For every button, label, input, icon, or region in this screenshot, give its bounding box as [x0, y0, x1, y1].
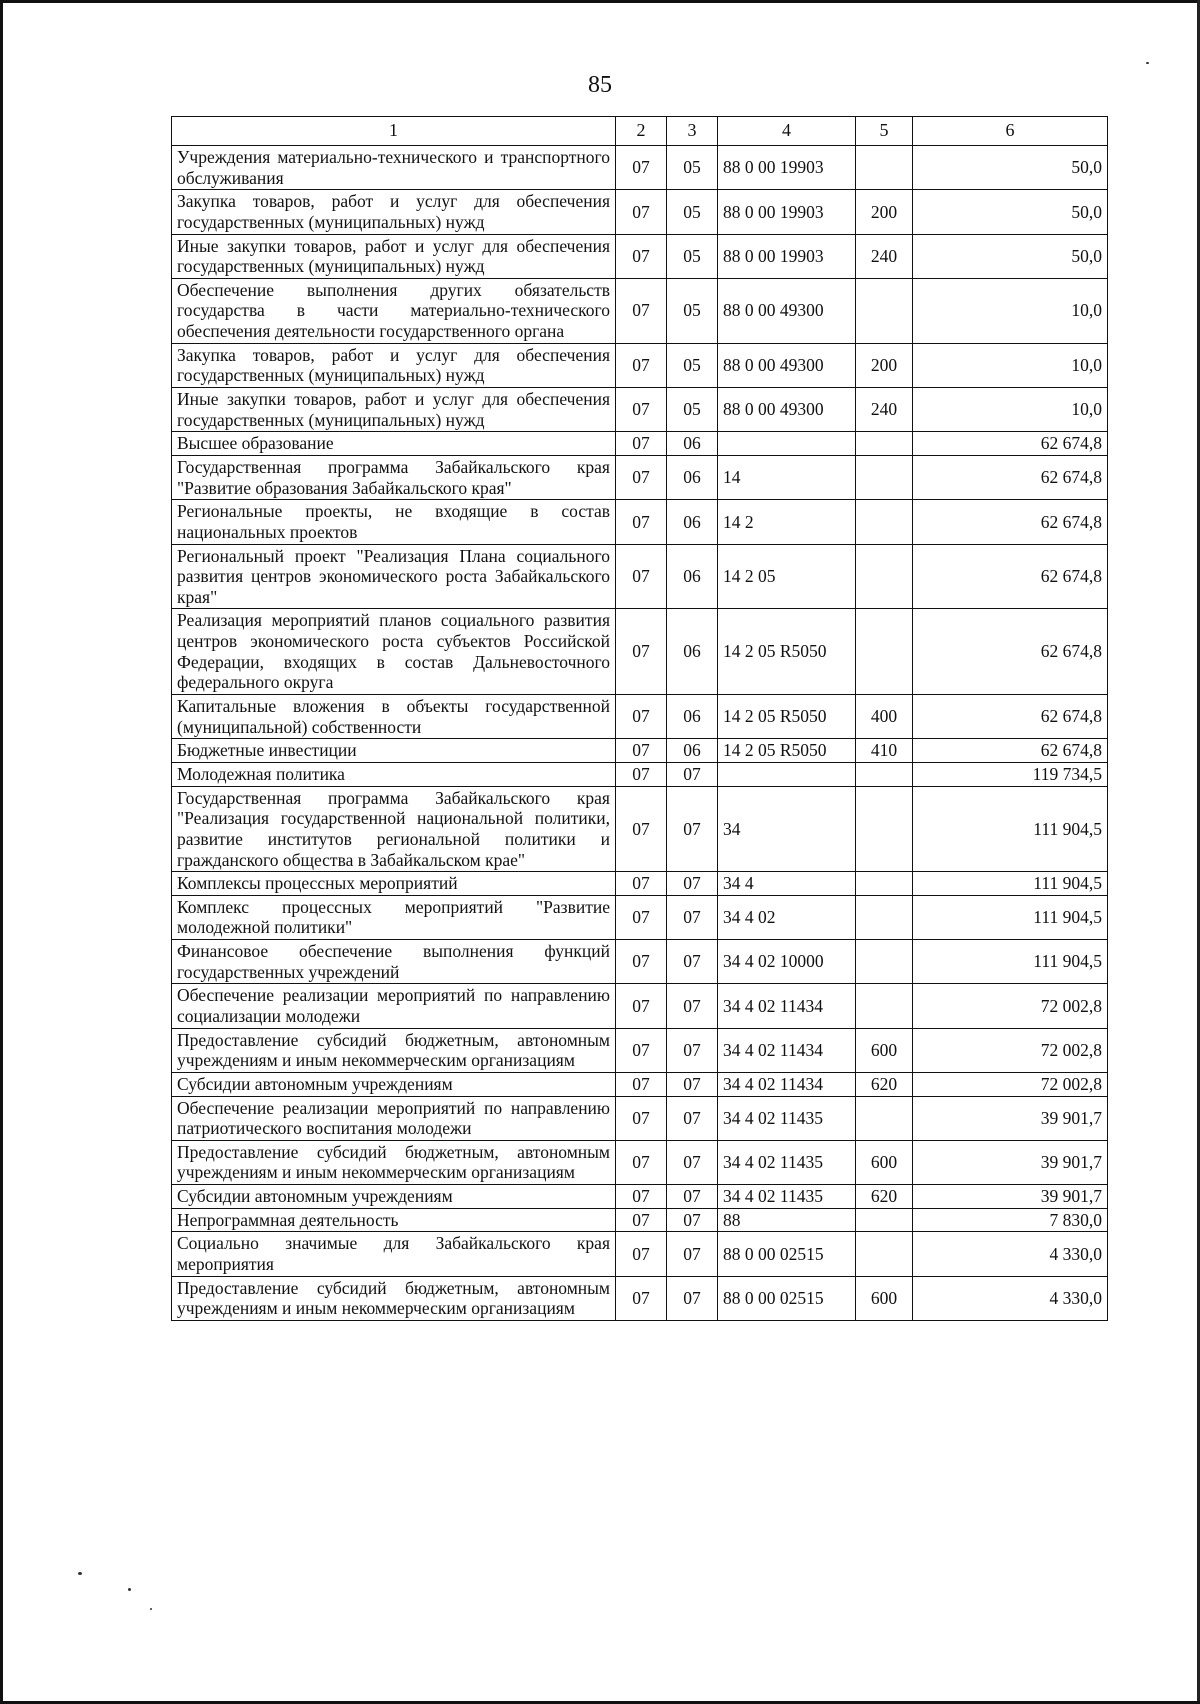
row-amount-cell: 72 002,8: [913, 1028, 1108, 1072]
table-row: [172, 609, 1108, 695]
table-row: [172, 1208, 1108, 1232]
table-row: [172, 388, 1108, 432]
row-section-cell: 07: [616, 1232, 667, 1276]
table-row: [172, 739, 1108, 763]
row-name-cell: Бюджетные инвестиции: [172, 739, 616, 763]
table-row: [172, 1185, 1108, 1209]
row-subsection-cell: 07: [667, 872, 718, 896]
row-target-article-cell: 34 4: [718, 872, 856, 896]
row-section-cell: 07: [616, 609, 667, 695]
scan-speck: [1146, 62, 1149, 64]
table-row: [172, 695, 1108, 739]
row-section-cell: 07: [616, 455, 667, 499]
row-subsection-cell: 07: [667, 1208, 718, 1232]
table-row: [172, 343, 1108, 387]
row-subsection-cell: 07: [667, 984, 718, 1028]
row-section-cell: 07: [616, 190, 667, 234]
row-name-cell: Предоставление субсидий бюджетным, автономным учреждениям и иным некоммерческим организациям: [172, 1028, 616, 1072]
row-expense-type-cell: 200: [856, 190, 913, 234]
row-amount-cell: 72 002,8: [913, 984, 1108, 1028]
row-expense-type-cell: [856, 786, 913, 872]
row-target-article-cell: 88 0 00 49300: [718, 388, 856, 432]
row-name-cell: Субсидии автономным учреждениям: [172, 1185, 616, 1209]
row-expense-type-cell: [856, 940, 913, 984]
row-subsection-cell: 05: [667, 343, 718, 387]
row-name-cell: Непрограммная деятельность: [172, 1208, 616, 1232]
row-subsection-cell: 07: [667, 786, 718, 872]
row-expense-type-cell: 410: [856, 739, 913, 763]
row-target-article-cell: 34 4 02: [718, 895, 856, 939]
row-target-article-cell: [718, 762, 856, 786]
header-row: [172, 117, 1108, 146]
row-section-cell: 07: [616, 1028, 667, 1072]
row-amount-cell: 50,0: [913, 234, 1108, 278]
row-section-cell: 07: [616, 786, 667, 872]
row-subsection-cell: 06: [667, 739, 718, 763]
table-row: [172, 1232, 1108, 1276]
row-section-cell: 07: [616, 1276, 667, 1320]
row-amount-cell: 62 674,8: [913, 695, 1108, 739]
row-target-article-cell: 14 2: [718, 500, 856, 544]
table-row: [172, 895, 1108, 939]
header-col-5: 5: [856, 117, 913, 146]
scan-speck: [150, 1608, 152, 1610]
table-body: [172, 146, 1108, 1321]
row-target-article-cell: 34 4 02 10000: [718, 940, 856, 984]
budget-table: [171, 116, 1108, 1321]
row-subsection-cell: 07: [667, 1072, 718, 1096]
row-section-cell: 07: [616, 984, 667, 1028]
row-expense-type-cell: 240: [856, 234, 913, 278]
row-subsection-cell: 06: [667, 544, 718, 609]
scan-border-left: [0, 0, 3, 1704]
table-row: [172, 872, 1108, 896]
row-amount-cell: 50,0: [913, 190, 1108, 234]
row-name-cell: Комплексы процессных мероприятий: [172, 872, 616, 896]
row-target-article-cell: [718, 432, 856, 456]
table-row: [172, 432, 1108, 456]
row-subsection-cell: 05: [667, 190, 718, 234]
row-amount-cell: 62 674,8: [913, 500, 1108, 544]
row-section-cell: 07: [616, 432, 667, 456]
row-name-cell: Комплекс процессных мероприятий "Развитие молодежной политики": [172, 895, 616, 939]
row-amount-cell: 62 674,8: [913, 609, 1108, 695]
row-section-cell: 07: [616, 1185, 667, 1209]
table-row: [172, 146, 1108, 190]
table-row: [172, 762, 1108, 786]
row-section-cell: 07: [616, 695, 667, 739]
row-subsection-cell: 07: [667, 1028, 718, 1072]
row-target-article-cell: 14 2 05 R5050: [718, 695, 856, 739]
header-col-3: 3: [667, 117, 718, 146]
row-amount-cell: 10,0: [913, 343, 1108, 387]
row-subsection-cell: 07: [667, 1276, 718, 1320]
row-amount-cell: 111 904,5: [913, 940, 1108, 984]
row-amount-cell: 72 002,8: [913, 1072, 1108, 1096]
scan-speck: [78, 1572, 82, 1575]
table-header: [172, 117, 1108, 146]
row-subsection-cell: 07: [667, 895, 718, 939]
row-section-cell: 07: [616, 1072, 667, 1096]
row-expense-type-cell: [856, 1096, 913, 1140]
row-subsection-cell: 06: [667, 455, 718, 499]
row-subsection-cell: 07: [667, 1096, 718, 1140]
table-row: [172, 940, 1108, 984]
row-expense-type-cell: [856, 895, 913, 939]
row-section-cell: 07: [616, 146, 667, 190]
row-subsection-cell: 07: [667, 940, 718, 984]
row-section-cell: 07: [616, 940, 667, 984]
row-name-cell: Социально значимые для Забайкальского края мероприятия: [172, 1232, 616, 1276]
row-name-cell: Государственная программа Забайкальского края "Реализация государственной национальной политики, развитие институтов региональной политики и гражданского общества в Забайкальском крае": [172, 786, 616, 872]
row-subsection-cell: 06: [667, 695, 718, 739]
row-amount-cell: 7 830,0: [913, 1208, 1108, 1232]
row-target-article-cell: 88 0 00 49300: [718, 278, 856, 343]
row-target-article-cell: 88 0 00 02515: [718, 1276, 856, 1320]
header-col-6: 6: [913, 117, 1108, 146]
row-target-article-cell: 88 0 00 02515: [718, 1232, 856, 1276]
table-row: [172, 1096, 1108, 1140]
row-name-cell: Обеспечение реализации мероприятий по направлению патриотического воспитания молодежи: [172, 1096, 616, 1140]
row-target-article-cell: 34 4 02 11434: [718, 1028, 856, 1072]
row-expense-type-cell: 600: [856, 1140, 913, 1184]
row-name-cell: Молодежная политика: [172, 762, 616, 786]
table-row: [172, 500, 1108, 544]
row-section-cell: 07: [616, 895, 667, 939]
row-expense-type-cell: [856, 1232, 913, 1276]
row-amount-cell: 10,0: [913, 278, 1108, 343]
row-name-cell: Обеспечение выполнения других обязательств государства в части материально-технического обеспечения деятельности государственного органа: [172, 278, 616, 343]
table-row: [172, 786, 1108, 872]
row-name-cell: Предоставление субсидий бюджетным, автономным учреждениям и иным некоммерческим организациям: [172, 1276, 616, 1320]
row-expense-type-cell: [856, 278, 913, 343]
table-row: [172, 984, 1108, 1028]
table-row: [172, 544, 1108, 609]
row-amount-cell: 62 674,8: [913, 432, 1108, 456]
row-target-article-cell: 34 4 02 11435: [718, 1096, 856, 1140]
row-subsection-cell: 06: [667, 609, 718, 695]
row-section-cell: 07: [616, 234, 667, 278]
row-amount-cell: 62 674,8: [913, 544, 1108, 609]
row-section-cell: 07: [616, 1096, 667, 1140]
row-amount-cell: 4 330,0: [913, 1232, 1108, 1276]
scan-speck: [128, 1588, 131, 1591]
row-amount-cell: 10,0: [913, 388, 1108, 432]
row-target-article-cell: 14 2 05: [718, 544, 856, 609]
row-subsection-cell: 07: [667, 1140, 718, 1184]
scan-border-top: [0, 0, 1200, 3]
row-name-cell: Субсидии автономным учреждениям: [172, 1072, 616, 1096]
table-row: [172, 1028, 1108, 1072]
row-subsection-cell: 05: [667, 234, 718, 278]
table-row: [172, 234, 1108, 278]
row-section-cell: 07: [616, 500, 667, 544]
row-expense-type-cell: 240: [856, 388, 913, 432]
row-amount-cell: 4 330,0: [913, 1276, 1108, 1320]
row-expense-type-cell: 200: [856, 343, 913, 387]
row-name-cell: Закупка товаров, работ и услуг для обеспечения государственных (муниципальных) нужд: [172, 343, 616, 387]
row-expense-type-cell: [856, 984, 913, 1028]
row-expense-type-cell: [856, 762, 913, 786]
row-name-cell: Капитальные вложения в объекты государственной (муниципальной) собственности: [172, 695, 616, 739]
row-expense-type-cell: [856, 146, 913, 190]
header-col-4: 4: [718, 117, 856, 146]
row-name-cell: Государственная программа Забайкальского края "Развитие образования Забайкальского края": [172, 455, 616, 499]
row-expense-type-cell: 400: [856, 695, 913, 739]
row-name-cell: Региональные проекты, не входящие в состав национальных проектов: [172, 500, 616, 544]
row-amount-cell: 62 674,8: [913, 739, 1108, 763]
row-amount-cell: 50,0: [913, 146, 1108, 190]
row-amount-cell: 111 904,5: [913, 895, 1108, 939]
row-target-article-cell: 14 2 05 R5050: [718, 739, 856, 763]
row-subsection-cell: 05: [667, 146, 718, 190]
table-row: [172, 1072, 1108, 1096]
header-col-1: 1: [172, 117, 616, 146]
row-amount-cell: 39 901,7: [913, 1140, 1108, 1184]
row-expense-type-cell: [856, 1208, 913, 1232]
page-number: 85: [588, 72, 612, 98]
row-section-cell: 07: [616, 872, 667, 896]
row-section-cell: 07: [616, 278, 667, 343]
row-target-article-cell: 88 0 00 19903: [718, 146, 856, 190]
row-section-cell: 07: [616, 343, 667, 387]
row-target-article-cell: 34 4 02 11435: [718, 1185, 856, 1209]
row-name-cell: Обеспечение реализации мероприятий по направлению социализации молодежи: [172, 984, 616, 1028]
row-subsection-cell: 07: [667, 1185, 718, 1209]
row-name-cell: Региональный проект "Реализация Плана социального развития центров экономического роста Забайкальского края": [172, 544, 616, 609]
table-row: [172, 190, 1108, 234]
table-row: [172, 278, 1108, 343]
table-row: [172, 1140, 1108, 1184]
table-row: [172, 455, 1108, 499]
row-expense-type-cell: 620: [856, 1072, 913, 1096]
row-section-cell: 07: [616, 762, 667, 786]
header-col-2: 2: [616, 117, 667, 146]
row-expense-type-cell: 620: [856, 1185, 913, 1209]
row-name-cell: Закупка товаров, работ и услуг для обеспечения государственных (муниципальных) нужд: [172, 190, 616, 234]
row-expense-type-cell: [856, 500, 913, 544]
table-row: [172, 1276, 1108, 1320]
row-name-cell: Реализация мероприятий планов социального развития центров экономического роста субъектов Российской Федерации, входящих в состав Дальневосточного федерального округа: [172, 609, 616, 695]
row-expense-type-cell: 600: [856, 1276, 913, 1320]
row-name-cell: Финансовое обеспечение выполнения функций государственных учреждений: [172, 940, 616, 984]
row-target-article-cell: 14: [718, 455, 856, 499]
row-section-cell: 07: [616, 388, 667, 432]
row-target-article-cell: 88 0 00 49300: [718, 343, 856, 387]
row-expense-type-cell: [856, 544, 913, 609]
row-section-cell: 07: [616, 544, 667, 609]
row-name-cell: Предоставление субсидий бюджетным, автономным учреждениям и иным некоммерческим организациям: [172, 1140, 616, 1184]
row-name-cell: Иные закупки товаров, работ и услуг для обеспечения государственных (муниципальных) нужд: [172, 388, 616, 432]
row-amount-cell: 111 904,5: [913, 786, 1108, 872]
row-subsection-cell: 07: [667, 762, 718, 786]
row-expense-type-cell: [856, 872, 913, 896]
row-section-cell: 07: [616, 1140, 667, 1184]
row-target-article-cell: 88 0 00 19903: [718, 234, 856, 278]
row-expense-type-cell: [856, 432, 913, 456]
row-name-cell: Высшее образование: [172, 432, 616, 456]
row-subsection-cell: 06: [667, 432, 718, 456]
row-target-article-cell: 34 4 02 11435: [718, 1140, 856, 1184]
row-target-article-cell: 34 4 02 11434: [718, 984, 856, 1028]
row-name-cell: Иные закупки товаров, работ и услуг для обеспечения государственных (муниципальных) нужд: [172, 234, 616, 278]
row-target-article-cell: 14 2 05 R5050: [718, 609, 856, 695]
row-amount-cell: 39 901,7: [913, 1185, 1108, 1209]
row-subsection-cell: 06: [667, 500, 718, 544]
row-section-cell: 07: [616, 739, 667, 763]
row-target-article-cell: 34: [718, 786, 856, 872]
row-amount-cell: 39 901,7: [913, 1096, 1108, 1140]
row-expense-type-cell: 600: [856, 1028, 913, 1072]
row-expense-type-cell: [856, 455, 913, 499]
row-target-article-cell: 88 0 00 19903: [718, 190, 856, 234]
row-subsection-cell: 05: [667, 278, 718, 343]
row-target-article-cell: 88: [718, 1208, 856, 1232]
row-subsection-cell: 05: [667, 388, 718, 432]
row-expense-type-cell: [856, 609, 913, 695]
row-subsection-cell: 07: [667, 1232, 718, 1276]
row-amount-cell: 111 904,5: [913, 872, 1108, 896]
row-target-article-cell: 34 4 02 11434: [718, 1072, 856, 1096]
row-amount-cell: 119 734,5: [913, 762, 1108, 786]
row-section-cell: 07: [616, 1208, 667, 1232]
row-name-cell: Учреждения материально-технического и транспортного обслуживания: [172, 146, 616, 190]
row-amount-cell: 62 674,8: [913, 455, 1108, 499]
